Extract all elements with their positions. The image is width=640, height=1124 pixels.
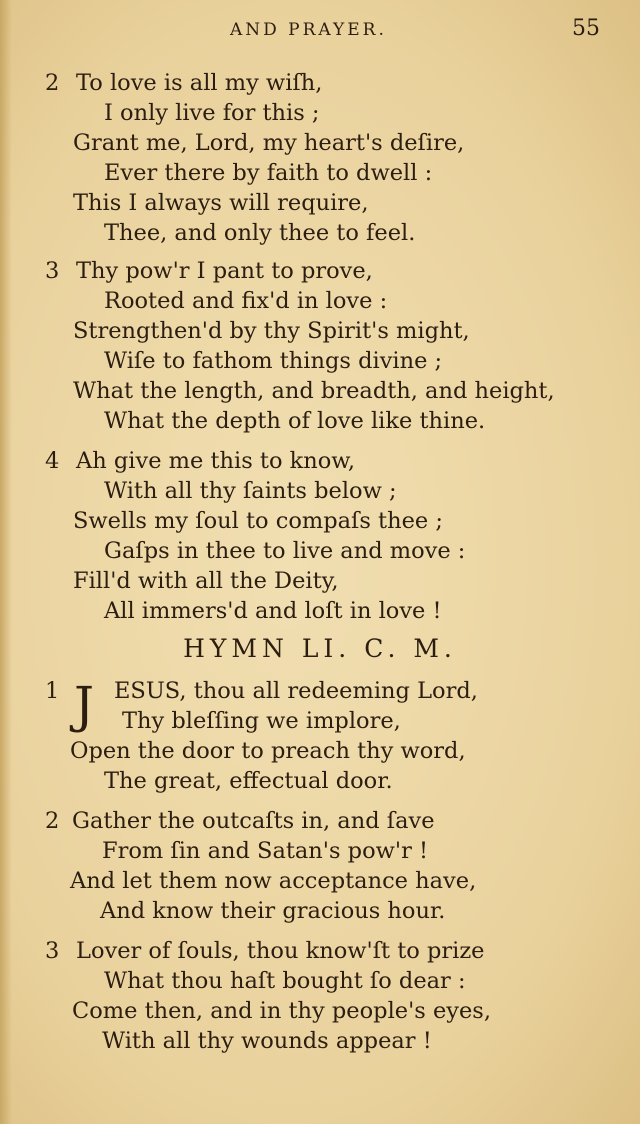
stanza-number: 2 <box>45 808 60 834</box>
verse-line: Gaſps in thee to live and move : <box>104 538 466 564</box>
verse-line: Thee, and only thee to feel. <box>104 220 416 246</box>
verse-line: With all thy wounds appear ! <box>102 1028 432 1054</box>
verse-line: Lover of ſouls, thou know'ſt to prize <box>76 938 485 964</box>
verse-line: Wiſe to fathom things divine ; <box>104 348 443 374</box>
verse-line: Rooted and fix'd in love : <box>104 288 388 314</box>
verse-line: All immers'd and loſt in love ! <box>104 598 442 624</box>
verse-line: Open the door to preach thy word, <box>70 738 466 764</box>
verse-line: Strengthen'd by thy Spirit's might, <box>73 318 470 344</box>
page-gutter-shadow <box>0 0 12 1124</box>
hymn-title: HYMN LI. C. M. <box>183 634 457 663</box>
verse-line: Swells my ſoul to compaſs thee ; <box>73 508 443 534</box>
verse-line: With all thy ſaints below ; <box>104 478 397 504</box>
verse-line: Thy bleſſing we implore, <box>122 708 401 734</box>
stanza-number: 2 <box>45 70 60 96</box>
verse-line: Come then, and in thy people's eyes, <box>72 998 492 1024</box>
verse-line: From ſin and Satan's pow'r ! <box>102 838 429 864</box>
stanza-number: 4 <box>45 448 60 474</box>
verse-line: To love is all my wiſh, <box>76 70 323 96</box>
verse-line: Gather the outcaſts in, and ſave <box>72 808 435 834</box>
verse-line: Grant me, Lord, my heart's deſire, <box>73 130 465 156</box>
drop-cap: J <box>74 676 95 734</box>
verse-line: Fill'd with all the Deity, <box>73 568 339 594</box>
verse-line: This I always will require, <box>73 190 369 216</box>
verse-line: ESUS, thou all redeeming Lord, <box>114 678 478 704</box>
verse-line: Thy pow'r I pant to prove, <box>76 258 373 284</box>
verse-line: What thou haſt bought ſo dear : <box>104 968 466 994</box>
running-title: AND PRAYER. <box>230 20 387 40</box>
verse-line: Ever there by faith to dwell : <box>104 160 433 186</box>
stanza-number: 3 <box>45 938 60 964</box>
verse-line: And let them now acceptance have, <box>70 868 477 894</box>
page-number: 55 <box>572 16 600 41</box>
verse-line: Ah give me this to know, <box>76 448 356 474</box>
stanza-number: 1 <box>45 678 60 704</box>
verse-line: I only live for this ; <box>104 100 320 126</box>
stanza-number: 3 <box>45 258 60 284</box>
verse-line: And know their gracious hour. <box>100 898 446 924</box>
page-header <box>0 16 640 46</box>
verse-line: The great, effectual door. <box>104 768 393 794</box>
verse-line: What the length, and breadth, and height, <box>73 378 555 404</box>
verse-line: What the depth of love like thine. <box>104 408 486 434</box>
